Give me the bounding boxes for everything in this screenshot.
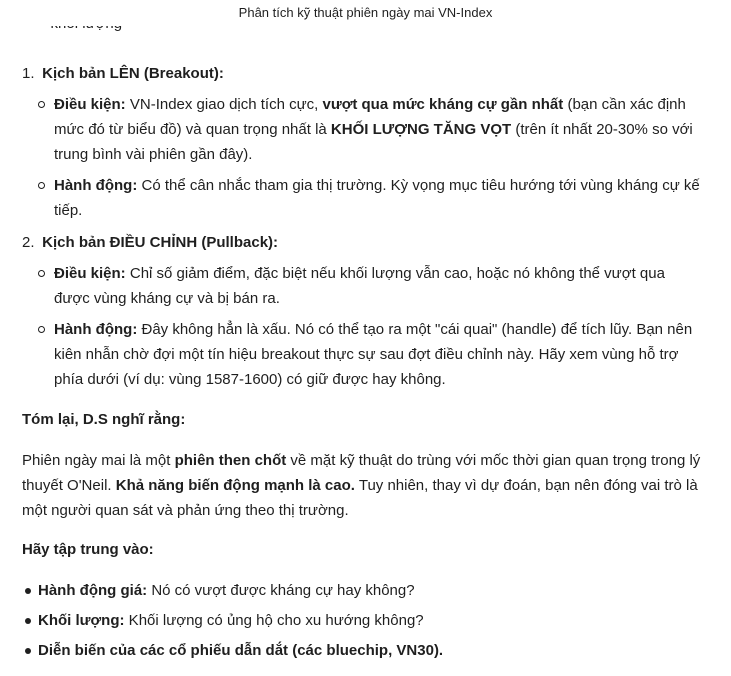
list-number: 2.	[22, 234, 35, 251]
focus-item: Khối lượng: Khối lượng có ủng hộ cho xu hướng không?	[22, 608, 702, 633]
focus-heading: Hãy tập trung vào:	[22, 541, 154, 558]
scenario-2-action: Hành động: Đây không hẳn là xấu. Nó có thể tạo ra một "cái quai" (handle) để tích lũy. Bạn nên kiên nhẫn chờ đợi một tín hiệu breakout thực sự sau đợt điều chỉnh này. Hãy xem vùng hỗ trợ phía dưới (ví dụ: vùng 1587-1600) có giữ được hay không.	[54, 317, 704, 392]
scenario-title: Kịch bản LÊN (Breakout):	[42, 65, 224, 82]
circle-bullet-icon	[38, 101, 45, 108]
scenario-2-heading	[22, 230, 278, 255]
scenario-1-action: Hành động: Có thể cân nhắc tham gia thị trường. Kỳ vọng mục tiêu hướng tới vùng kháng cự kế tiếp.	[54, 173, 704, 223]
bullet-icon	[25, 618, 31, 624]
circle-bullet-icon	[38, 270, 45, 277]
scenario-1-condition: Điều kiện: VN-Index giao dịch tích cực, vượt qua mức kháng cự gần nhất (bạn cần xác định mức đó từ biểu đồ) và quan trọng nhất là KHỐI LƯỢNG TĂNG VỌT (trên ít nhất 20-30% so với trung bình vài phiên gần đây).	[54, 92, 704, 167]
chat-title: Phân tích kỹ thuật phiên ngày mai VN-Index	[0, 0, 731, 26]
focus-item: Hành động giá: Nó có vượt được kháng cự hay không?	[22, 578, 702, 603]
circle-bullet-icon	[38, 182, 45, 189]
circle-bullet-icon	[38, 326, 45, 333]
focus-item: Diễn biến của các cổ phiếu dẫn dắt (các bluechip, VN30).	[22, 638, 702, 663]
scenario-title: Kịch bản ĐIỀU CHỈNH (Pullback):	[42, 234, 279, 251]
scenario-2-condition: Điều kiện: Chỉ số giảm điểm, đặc biệt nếu khối lượng vẫn cao, hoặc nó không thể vượt qua được vùng kháng cự và bị bán ra.	[54, 261, 704, 311]
summary-heading: Tóm lại, D.S nghĩ rằng:	[22, 411, 186, 428]
list-number: 1.	[22, 65, 35, 82]
bullet-icon	[25, 588, 31, 594]
bullet-icon	[25, 648, 31, 654]
scenario-1-heading	[22, 61, 224, 86]
summary-paragraph: Phiên ngày mai là một phiên then chốt về mặt kỹ thuật do trùng với mốc thời gian quan trọng trong lý thuyết O'Neil. Khả năng biến động mạnh là cao. Tuy nhiên, thay vì dự đoán, bạn nên đóng vai trò là một người quan sát và phản ứng theo thị trường.	[22, 452, 701, 519]
